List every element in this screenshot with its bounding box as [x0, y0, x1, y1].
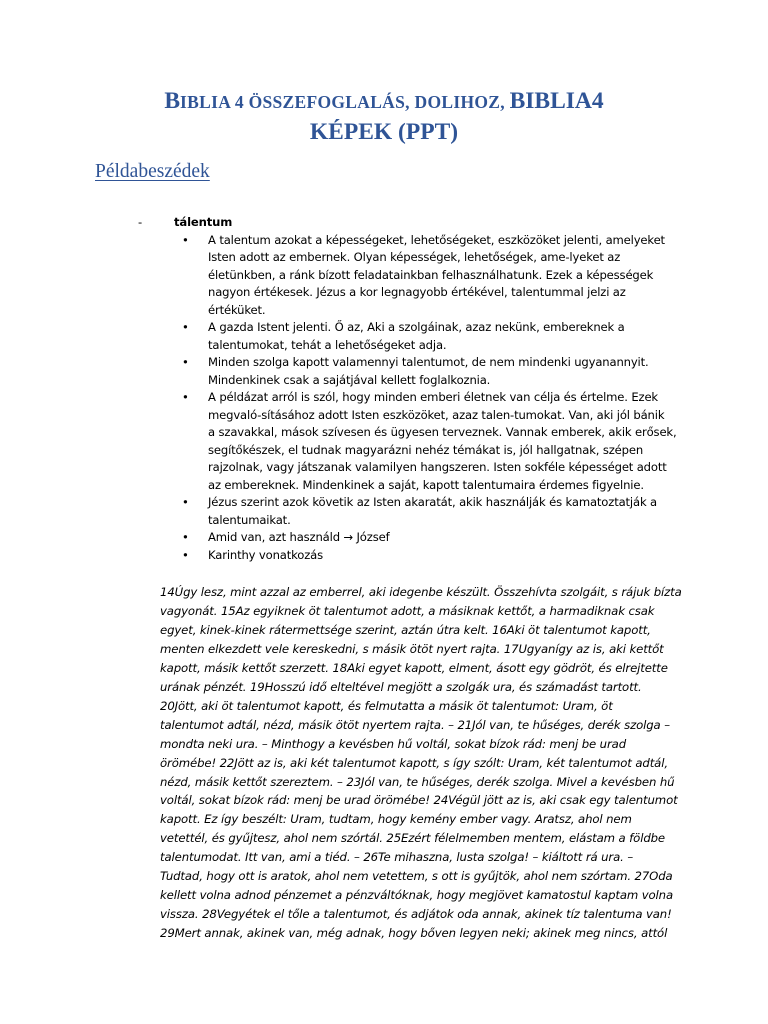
scripture-quote — [160, 583, 680, 943]
bullet-text-line: Jézus szerint azok követik az Isten akaratát, akik használják és kamatoztatják a — [208, 495, 658, 509]
quote-line: voltál, sokat bízok rád: menj be urad örömébe! 24Végül jött az is, aki csak egy talentumot — [160, 793, 678, 808]
bullet-text-line: Mindenkinek csak a sajátjával kellett foglalkoznia. — [208, 372, 491, 387]
dash-marker: - — [138, 215, 143, 229]
bullet-text-line: rajzolnak, vagy játszanak valamilyen hangszeren. Isten sokféle képességet adott — [208, 460, 667, 474]
bullet-marker: • — [182, 355, 189, 369]
bullet-text-line: Minden szolga kapott valamennyi talentumot, de nem mindenki ugyanannyit. — [208, 355, 649, 369]
document-title — [0, 86, 768, 147]
title-line-1-part: B — [164, 88, 181, 114]
bullet-item — [132, 319, 692, 354]
bullet-item — [132, 389, 692, 494]
bullet-text-line: A példázat arról is szól, hogy minden emberi életnek van célja és értelme. Ezek — [208, 390, 658, 404]
bullet-marker: • — [182, 390, 189, 404]
bullet-text-line: Isten adott az embernek. Olyan képességek, lehetőségek, ame-lyeket az — [208, 250, 621, 264]
quote-line: 14Úgy lesz, mint azzal az emberrel, aki idegenbe készült. Összehívta szolgáit, s rájuk bízta — [160, 585, 682, 599]
quote-line: vagyonát. 15Az egyiknek öt talentumot adott, a másiknak kettőt, a harmadiknak csak — [160, 603, 655, 618]
quote-line: vetettél, és gyűjtesz, ahol nem szórtál. 25Ezért félelmemben mentem, elástam a földbe — [160, 831, 665, 846]
bullet-text-line: talentumaikat. — [208, 512, 291, 527]
quote-line: nézd, másik kettőt szereztem. – 23Jól van, te hűséges, derék szolga. Mivel a kevésben hű — [160, 774, 675, 789]
bullet-text-line: segítőkészek, el tudnak magyarázni nehéz témákat is, jól hallgatnak, szépen — [208, 442, 644, 457]
bullet-text-line: nagyon értékesek. Jézus a kor legnagyobb értékével, talentummal jelzi az — [208, 285, 626, 299]
bullet-text-line: Amid van, azt használd → József — [208, 530, 390, 544]
topic-label: tálentum — [174, 215, 233, 229]
quote-line: Tudtad, hogy ott is aratok, ahol nem vetettem, s ott is gyűjtök, ahol nem szórtam. 27Oda — [160, 869, 673, 884]
quote-line: menten elkezdett vele kereskedni, s másik ötöt nyert rajta. 17Ugyanígy az is, aki kettőt — [160, 641, 664, 656]
quote-line: 20Jött, aki öt talentumot kapott, és felmutatta a másik öt talentumot: Uram, öt — [160, 698, 613, 713]
topic-item — [132, 214, 692, 232]
quote-line: mondta neki ura. – Minthogy a kevésben hű voltál, sokat bízok rád: menj be urad — [160, 736, 626, 751]
quote-line: talentumot adtál, nézd, másik ötöt nyertem rajta. – 21Jól van, te hűséges, derék szolga – — [160, 717, 670, 732]
quote-line: vissza. 28Vegyétek el tőle a talentumot, és adjátok oda annak, akinek tíz talentuma van! — [160, 907, 672, 922]
title-line-1-part: BIBLIA4 — [509, 88, 604, 114]
bullet-marker: • — [182, 547, 189, 562]
bullet-text-line: A gazda Istent jelenti. Ő az, Aki a szolgáinak, azaz nekünk, embereknek a — [208, 320, 625, 334]
quote-line: 29Mert annak, akinek van, még adnak, hogy bőven legyen neki; akinek meg nincs, attól — [160, 926, 668, 941]
bullet-marker: • — [182, 320, 189, 334]
bullet-item — [132, 547, 692, 565]
outline-list — [132, 214, 692, 564]
bullet-text-line: értéküket. — [208, 302, 266, 317]
title-line-2: KÉPEK (PPT) — [309, 119, 459, 145]
bullet-marker: • — [182, 530, 189, 544]
bullet-text-line: A talentum azokat a képességeket, lehetőségeket, eszközöket jelenti, amelyeket — [208, 232, 665, 247]
quote-line: talentumodat. Itt van, ami a tiéd. – 26Te mihaszna, lusta szolga! – kiáltott rá ura. – — [160, 850, 634, 865]
bullet-marker: • — [182, 495, 189, 509]
bullet-text-line: Karinthy vonatkozás — [208, 547, 324, 562]
quote-line: urának pénzét. 19Hosszú idő elteltével megjött a szolgák ura, és számadást tartott. — [160, 679, 642, 694]
bullet-list — [132, 232, 692, 565]
quote-line: örömébe! 22Jött az is, aki két talentumot kapott, s így szólt: Uram, két talentumot adtál, — [160, 755, 668, 770]
bullet-item — [132, 529, 692, 547]
bullet-item — [132, 494, 692, 529]
quote-line: kapott. Ez így beszélt: Uram, tudtam, hogy kemény ember vagy. Aratsz, ahol nem — [160, 812, 632, 827]
quote-line: kapott, másik kettőt szerzett. 18Aki egyet kapott, elment, ásott egy gödröt, és elrejtette — [160, 660, 668, 675]
bullet-text-line: az embereknek. Mindenkinek a saját, kapott talentumaira érdemes figyelnie. — [208, 477, 644, 492]
bullet-text-line: életünkben, a ránk bízott feladatainkban felhasználhatunk. Ezek a képességek — [208, 267, 654, 282]
bullet-item — [132, 354, 692, 389]
title-line-1-part: IBLIA 4 ÖSSZEFOGLALÁS, DOLIHOZ, — [180, 92, 510, 112]
section-heading: Példabeszédek — [95, 161, 210, 182]
quote-line: egyet, kinek-kinek rátermettsége szerint, aztán útra kelt. 16Aki öt talentumot kapott, — [160, 622, 651, 637]
bullet-text-line: megvaló-sításához adott Isten eszközöket, azaz talen-tumokat. Van, aki jól bánik — [208, 407, 665, 422]
quote-line: kellett volna adnod pénzemet a pénzváltóknak, hogy megjövet kamatostul kaptam volna — [160, 888, 674, 903]
bullet-text-line: a szavakkal, mások szívesen és ügyesen terveznek. Vannak emberek, akik erősek, — [208, 425, 677, 439]
title-line-1 — [164, 88, 603, 114]
bullet-item — [132, 232, 692, 320]
bullet-text-line: talentumokat, tehát a lehetőségeket adja. — [208, 337, 447, 352]
bullet-marker: • — [182, 232, 189, 247]
